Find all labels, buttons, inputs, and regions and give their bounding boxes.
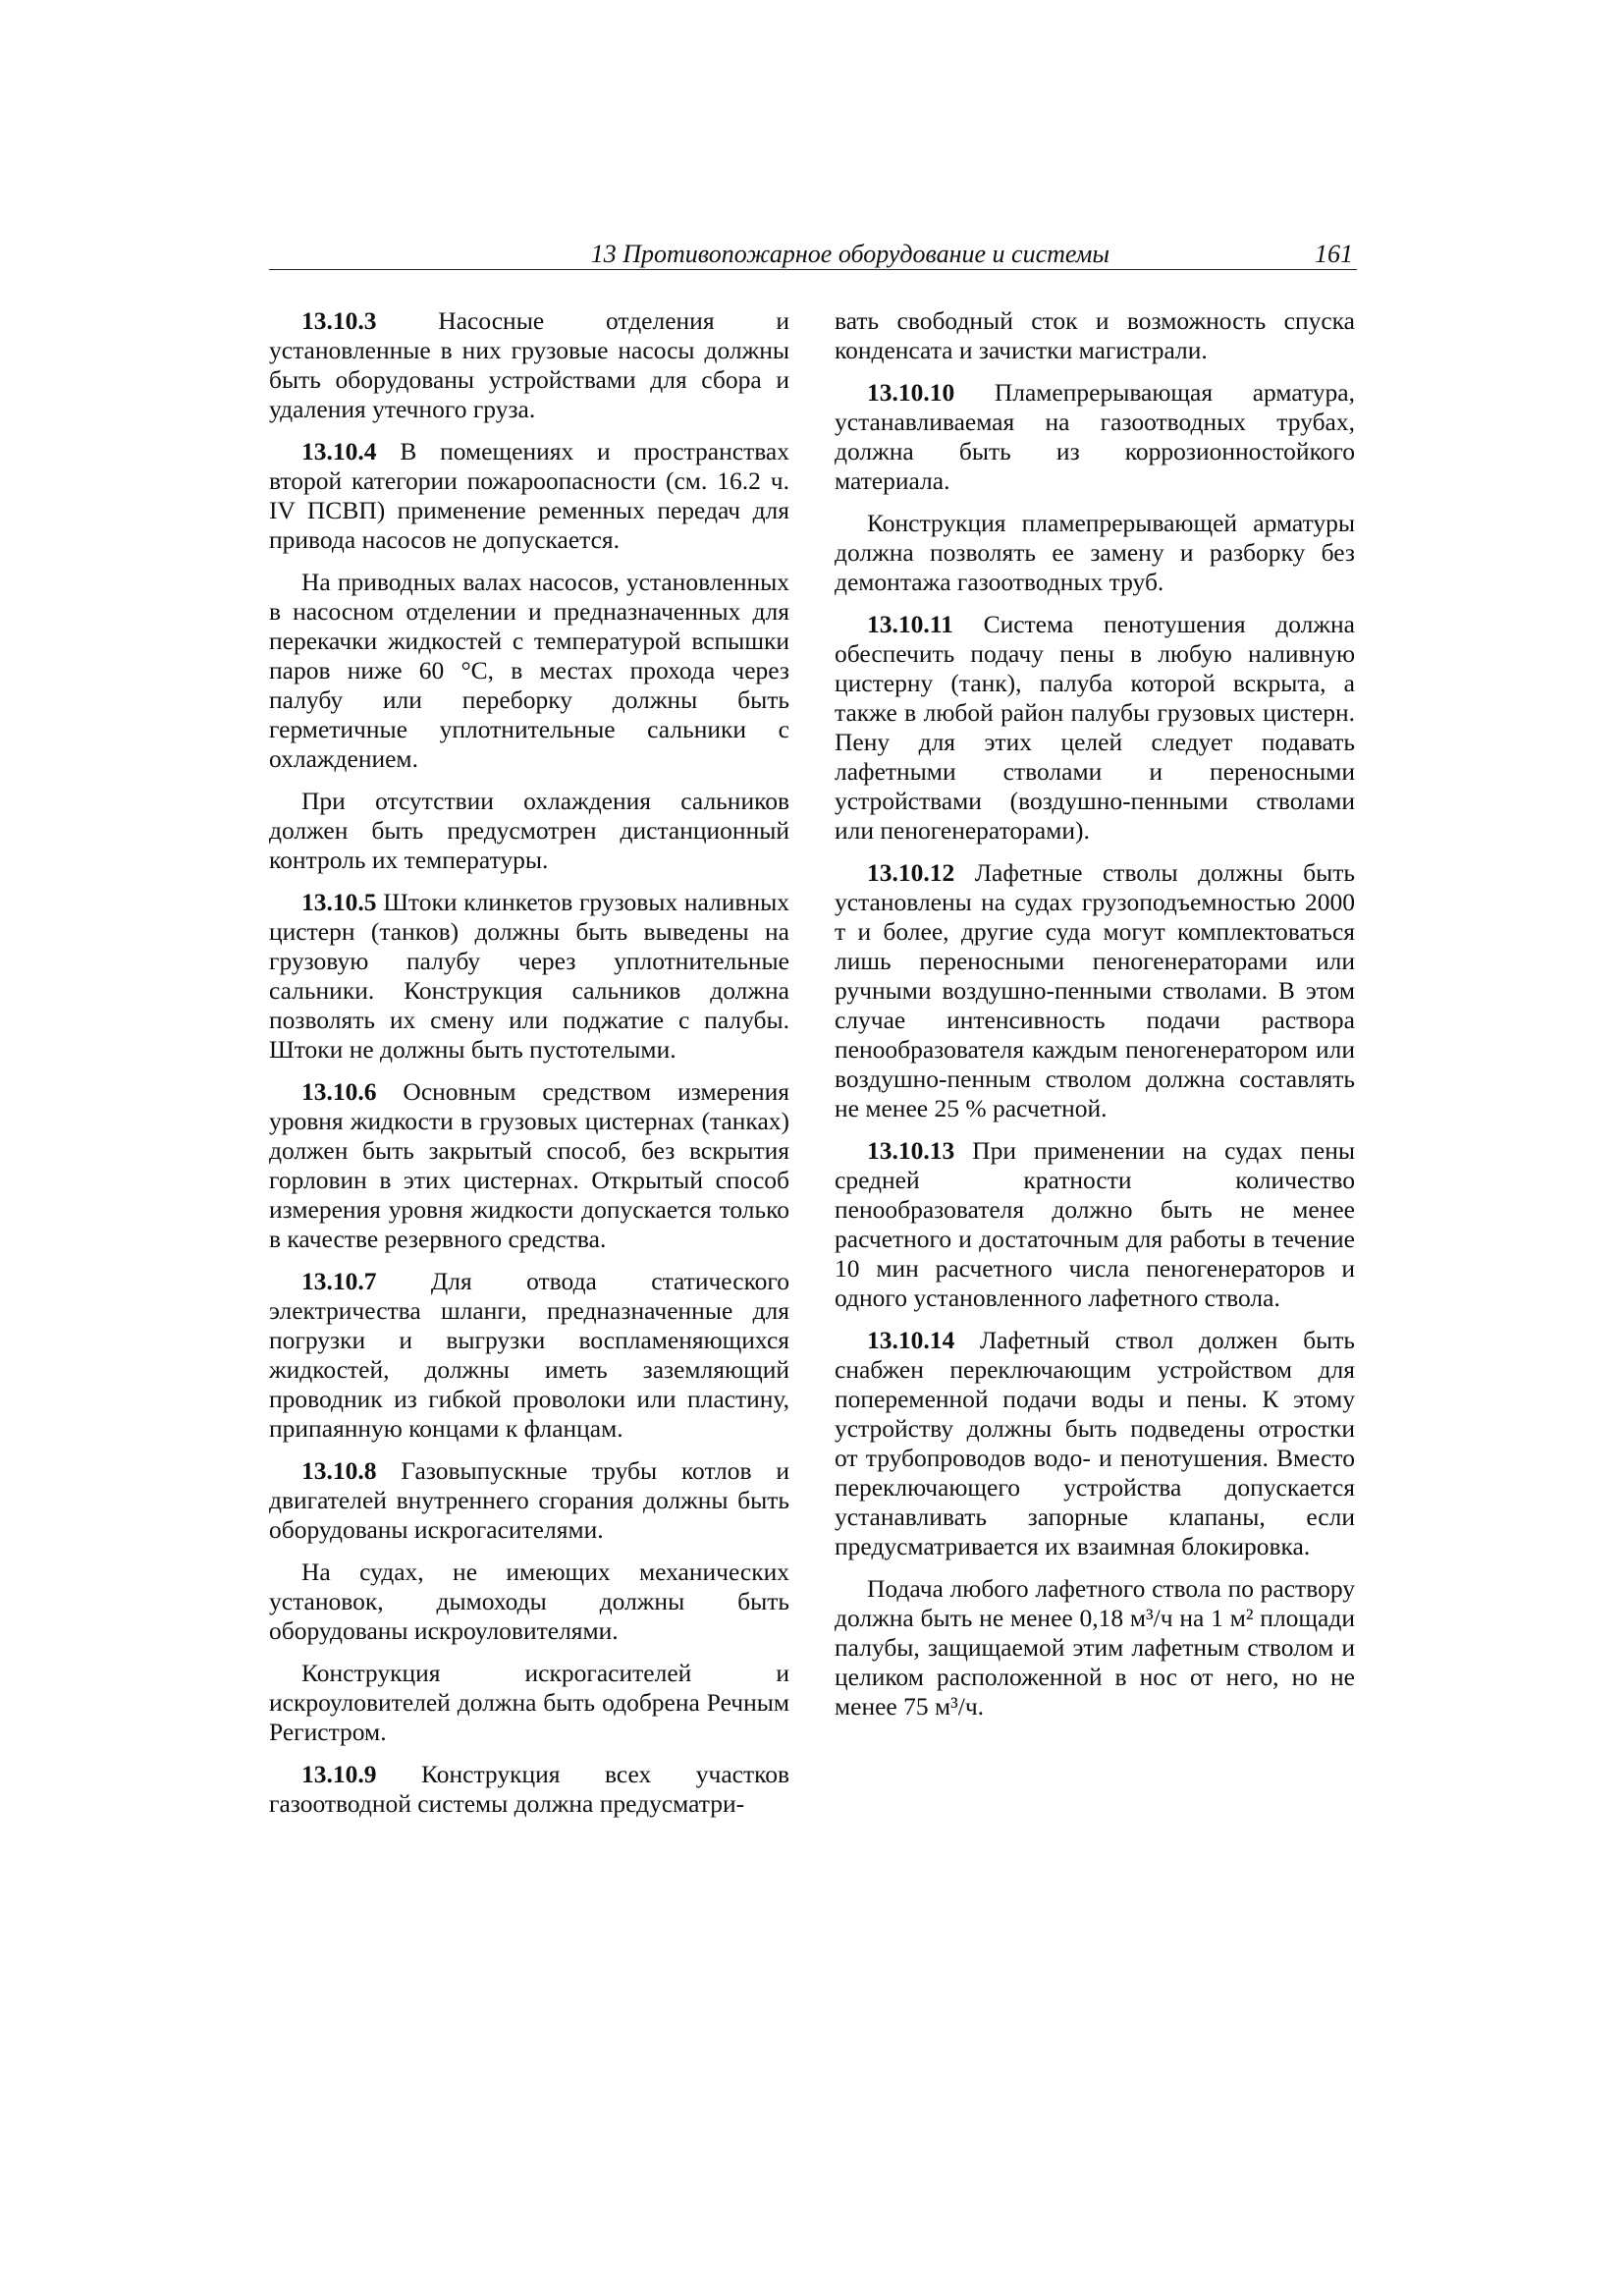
paragraph-13-10-12: 13.10.12 Лафетные стволы должны быть установлены на судах грузоподъемностью 2000 т и более, другие суда могут комплектоваться лишь переносными пеногенераторами или ручными воздушно-пенными стволами. В этом случае интенсивность подачи раствора пенообразователя каждым пеногенератором или воздушно-пенным стволом должна составлять не менее 25 % расчетной. [835, 858, 1355, 1122]
paragraph-13-10-5: 13.10.5 Штоки клинкетов грузовых наливных цистерн (танков) должны быть выведены на грузовую палубу через уплотнительные сальники. Конструкция сальников должна позволять их смену или поджатие с палубы. Штоки не должны быть пустотелыми. [269, 888, 789, 1064]
paragraph-13-10-9: 13.10.9 Конструкция всех участков газоотводной системы должна предусматри- [269, 1760, 789, 1818]
paragraph: Подача любого лафетного ствола по раствору должна быть не менее 0,18 м³/ч на 1 м² площади палубы, защищаемой этим лафетным стволом и целиком расположенной в нос от него, но не менее 75 м³/ч. [835, 1574, 1355, 1721]
paragraph-13-10-3: 13.10.3 Насосные отделения и установленные в них грузовые насосы должны быть оборудованы устройствами для сбора и удаления утечного груза. [269, 306, 789, 423]
paragraph: Конструкция искрогасителей и искроуловителей должна быть одобрена Речным Регистром. [269, 1659, 789, 1746]
paragraph-13-10-6: 13.10.6 Основным средством измерения уровня жидкости в грузовых цистернах (танках) должен быть закрытый способ, без вскрытия горловин в этих цистернах. Открытый способ измерения уровня жидкости допускается только в качестве резервного средства. [269, 1077, 789, 1253]
paragraph-13-10-8: 13.10.8 Газовыпускные трубы котлов и двигателей внутреннего сгорания должны быть оборудованы искрогасителями. [269, 1456, 789, 1544]
paragraph: При отсутствии охлаждения сальников должен быть предусмотрен дистанционный контроль их температуры. [269, 787, 789, 874]
paragraph-13-10-13: 13.10.13 При применении на судах пены средней кратности количество пенообразователя должно быть не менее расчетного и достаточным для работы в течение 10 мин расчетного числа пеногенераторов и одного установленного лафетного ствола. [835, 1136, 1355, 1312]
paragraph-13-10-11: 13.10.11 Система пенотушения должна обеспечить подачу пены в любую наливную цистерну (танк), палуба которой вскрыта, а также в любой район палубы грузовых цистерн. Пену для этих целей следует подавать лафетными стволами и переносными устройствами (воздушно-пенными стволами или пеногенераторами). [835, 610, 1355, 845]
left-column [269, 306, 789, 1819]
running-header [269, 236, 1357, 270]
right-column [835, 306, 1355, 1722]
paragraph-13-10-4: 13.10.4 В помещениях и пространствах второй категории пожароопасности (см. 16.2 ч. IV ПСВП) применение ременных передач для привода насосов не допускается. [269, 437, 789, 554]
paragraph-13-10-14: 13.10.14 Лафетный ствол должен быть снабжен переключающим устройством для попеременной подачи воды и пены. К этому устройству должны быть подведены отростки от трубопроводов водо- и пенотушения. Вместо переключающего устройства допускается устанавливать запорные клапаны, если предусматривается их взаимная блокировка. [835, 1326, 1355, 1560]
paragraph: На судах, не имеющих механических установок, дымоходы должны быть оборудованы искроуловителями. [269, 1558, 789, 1645]
paragraph: Конструкция пламепрерывающей арматуры должна позволять ее замену и разборку без демонтажа газоотводных труб. [835, 509, 1355, 596]
paragraph-13-10-10: 13.10.10 Пламепрерывающая арматура, устанавливаемая на газоотводных трубах, должна быть из коррозионностойкого материала. [835, 378, 1355, 495]
paragraph-13-10-7: 13.10.7 Для отвода статического электричества шланги, предназначенные для погрузки и выгрузки воспламеняющихся жидкостей, должны иметь заземляющий проводник из гибкой проволоки или пластину, припаянную концами к фланцам. [269, 1267, 789, 1443]
chapter-title: 13 Противопожарное оборудование и системы [590, 240, 1109, 268]
page-number: 161 [1315, 240, 1353, 268]
paragraph-continued: вать свободный сток и возможность спуска конденсата и зачистки магистрали. [835, 306, 1355, 364]
paragraph: На приводных валах насосов, установленных в насосном отделении и предназначенных для перекачки жидкостей с температурой вспышки паров ниже 60 °С, в местах прохода через палубу или переборку должны быть герметичные уплотнительные сальники с охлаждением. [269, 568, 789, 773]
